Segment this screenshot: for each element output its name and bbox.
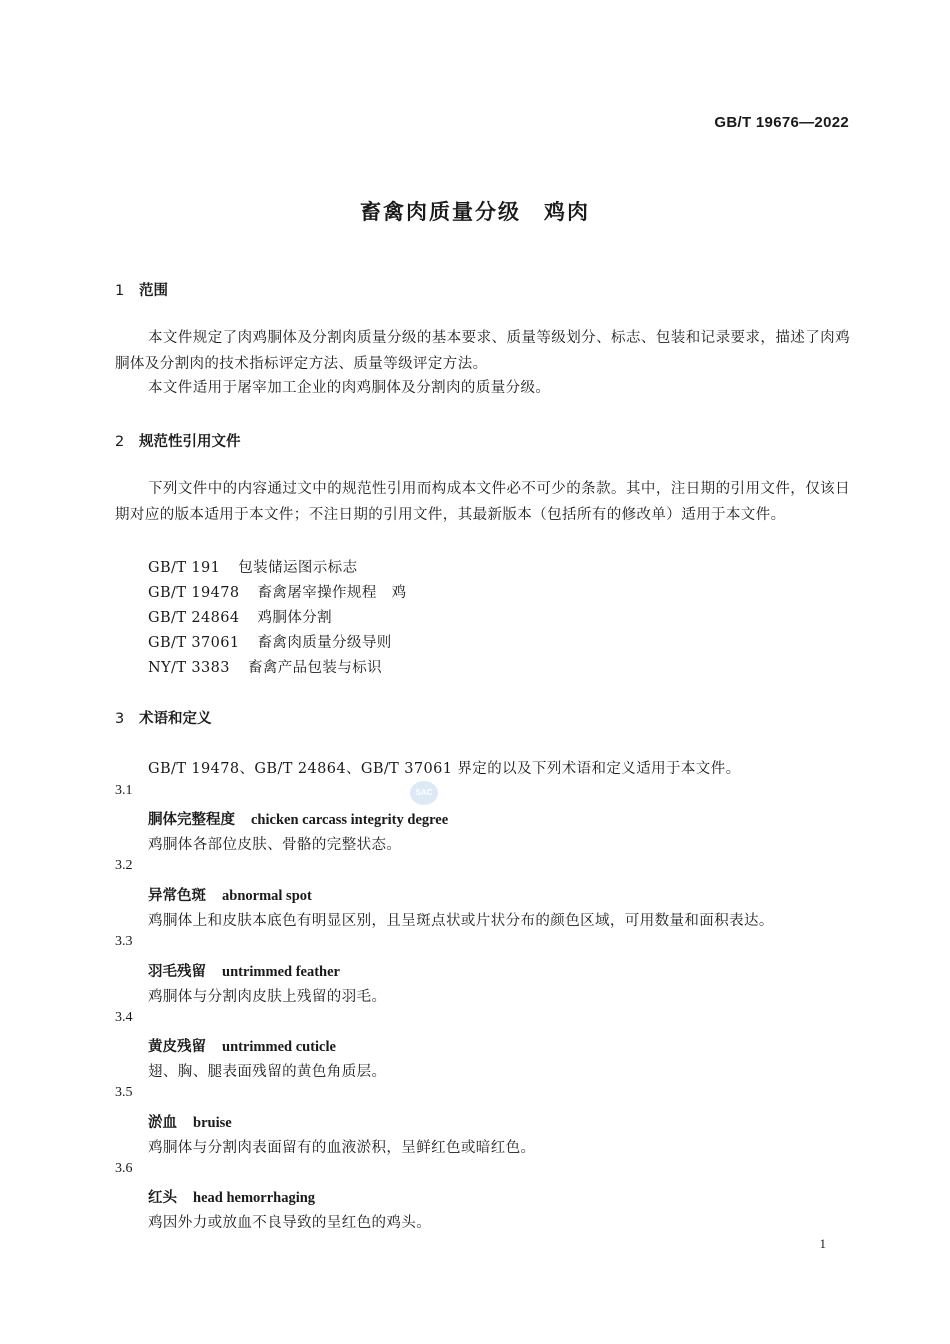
section-1-paragraph-2: 本文件适用于屠宰加工企业的肉鸡胴体及分割肉的质量分级。 [148,380,551,396]
term-number: 3.3 [115,934,133,949]
term-definition: 鸡胴体与分割肉皮肤上残留的羽毛。 [148,989,387,1005]
reference-code: GB/T 24864 [148,610,240,626]
reference-item [148,656,382,677]
term-en: head hemorrhaging [193,1190,316,1206]
term-heading [148,1035,336,1056]
section-number: 3 [115,711,125,727]
term-en: bruise [193,1115,232,1131]
term-number: 3.4 [115,1010,133,1025]
page-number: 1 [819,1236,826,1251]
reference-code: GB/T 19478 [148,585,240,601]
section-number: 2 [115,434,125,450]
section-3-heading [115,707,212,728]
term-en: abnormal spot [222,888,312,904]
term-heading [148,960,340,981]
section-2-paragraph: 下列文件中的内容通过文中的规范性引用而构成本文件必不可少的条款。其中，注日期的引用文件，仅该日期对应的版本适用于本文件；不注日期的引用文件，其最新版本（包括所有的修改单）适用于本文件。 [115,481,850,523]
term-definition: 翅、胸、腿表面残留的黄色角质层。 [148,1064,387,1080]
term-zh: 羽毛残留 [148,963,206,980]
reference-item [148,581,407,602]
term-definition: 鸡胴体与分割肉表面留有的血液淤积，呈鲜红色或暗红色。 [148,1140,536,1156]
term-zh: 胴体完整程度 [148,811,235,828]
reference-title: 畜禽屠宰操作规程 鸡 [257,585,407,601]
term-zh: 黄皮残留 [148,1038,206,1055]
reference-code: GB/T 37061 [148,635,240,651]
section-number: 1 [115,283,125,299]
term-heading [148,884,312,905]
sac-watermark-logo: SAC [410,781,438,805]
section-title: 范围 [139,283,168,299]
reference-title: 鸡胴体分割 [257,610,333,626]
reference-item [148,606,332,627]
reference-item [148,556,357,577]
section-2-heading [115,430,241,451]
term-heading [148,1186,315,1207]
term-heading [148,808,448,829]
term-zh: 异常色斑 [148,887,206,904]
section-title: 规范性引用文件 [139,434,241,450]
term-definition: 鸡胴体各部位皮肤、骨骼的完整状态。 [148,837,402,853]
term-number: 3.6 [115,1161,133,1176]
term-en: chicken carcass integrity degree [251,812,449,828]
term-en: untrimmed feather [222,964,340,980]
reference-title: 畜禽产品包装与标识 [247,660,383,676]
section-1-heading [115,279,168,300]
standard-code: GB/T 19676—2022 [714,114,849,131]
reference-item [148,631,392,652]
term-heading [148,1111,232,1132]
term-number: 3.1 [115,783,133,798]
section-title: 术语和定义 [139,711,212,727]
term-en: untrimmed cuticle [222,1039,336,1055]
reference-code: GB/T 191 [148,560,221,576]
term-zh: 红头 [148,1189,177,1206]
section-3-intro: GB/T 19478、GB/T 24864、GB/T 37061 界定的以及下列术语和定义适用于本文件。 [148,761,741,777]
term-definition: 鸡因外力或放血不良导致的呈红色的鸡头。 [148,1215,432,1231]
term-number: 3.2 [115,858,133,873]
term-definition: 鸡胴体上和皮肤本底色有明显区别，且呈斑点状或片状分布的颜色区域，可用数量和面积表达。 [148,913,774,929]
reference-title: 包装储运图示标志 [238,560,358,576]
document-title: 畜禽肉质量分级 鸡肉 [360,200,590,224]
reference-code: NY/T 3383 [148,660,230,676]
term-number: 3.5 [115,1085,133,1100]
reference-title: 畜禽肉质量分级导则 [257,635,392,651]
section-1-paragraph-1: 本文件规定了肉鸡胴体及分割肉质量分级的基本要求、质量等级划分、标志、包装和记录要求，描述了肉鸡胴体及分割肉的技术指标评定方法、质量等级评定方法。 [115,330,850,372]
term-zh: 淤血 [148,1114,177,1131]
